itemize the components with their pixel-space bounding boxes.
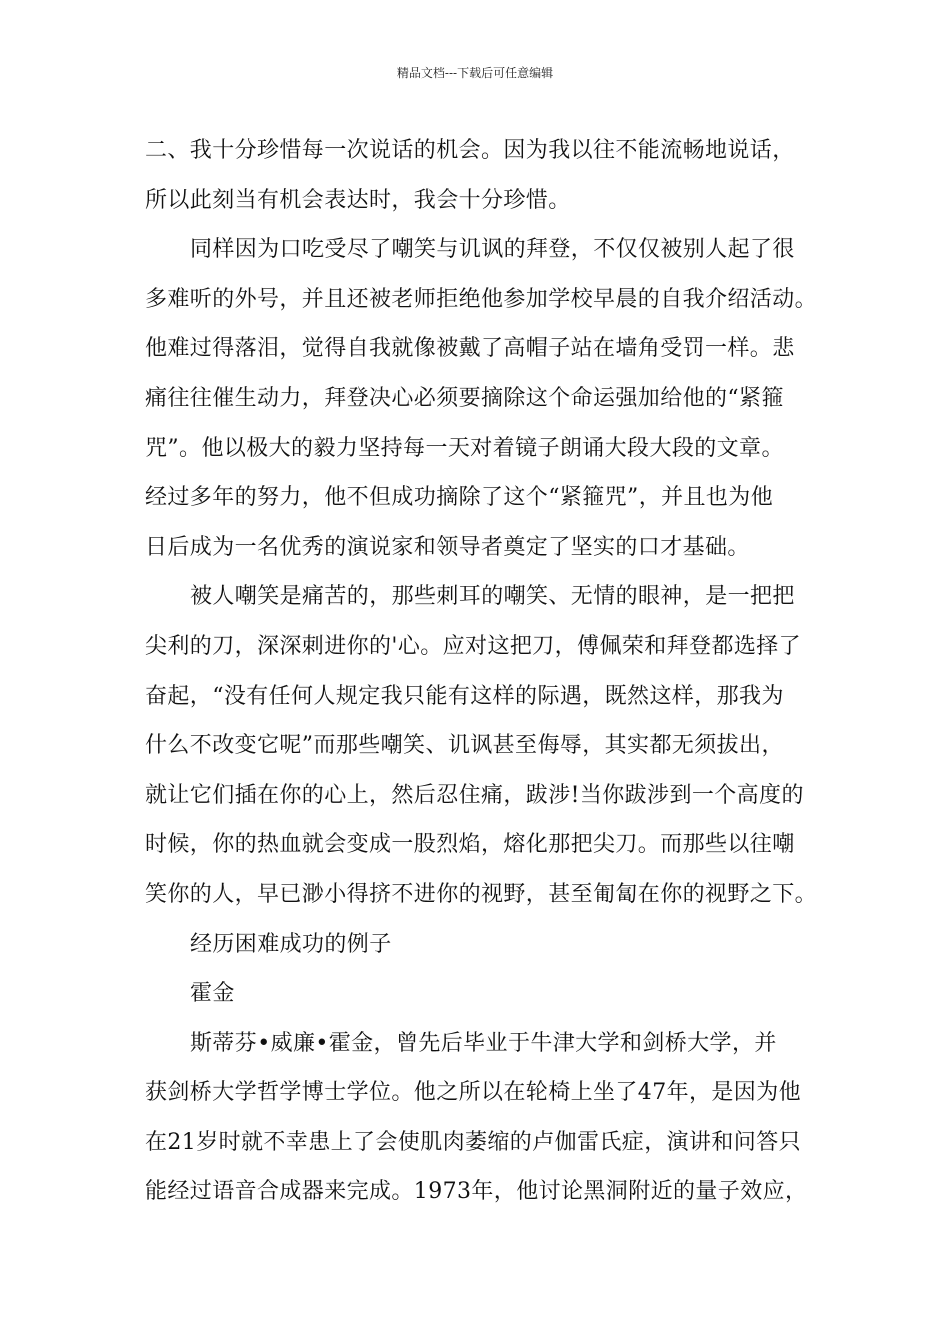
text-line: 尖利的刀，深深刺进你的'心。应对这把刀，傅佩荣和拜登都选择了 bbox=[145, 633, 802, 659]
text-line: 被人嘲笑是痛苦的，那些刺耳的嘲笑、无情的眼神，是一把把 bbox=[190, 584, 795, 610]
text-line: 经历困难成功的例子 bbox=[190, 931, 392, 957]
text-line: 奋起，“没有任何人规定我只能有这样的际遇，既然这样，那我为 bbox=[145, 683, 784, 709]
text-line: 时候，你的热血就会变成一股烈焰，熔化那把尖刀。而那些以往嘲 bbox=[145, 832, 795, 858]
text-line: 笑你的人，早已渺小得挤不进你的视野，甚至匍匐在你的视野之下。 bbox=[145, 881, 818, 907]
text-line: 同样因为口吃受尽了嘲笑与讥讽的拜登，不仅仅被别人起了很 bbox=[190, 237, 795, 263]
text-line: 斯蒂芬•威廉•霍金，曾先后毕业于牛津大学和剑桥大学，并 bbox=[190, 1030, 777, 1056]
text-line: 所以此刻当有机会表达时，我会十分珍惜。 bbox=[145, 187, 571, 213]
text-line: 经过多年的努力，他不但成功摘除了这个“紧箍咒”，并且也为他 bbox=[145, 485, 774, 511]
text-line: 痛往往催生动力，拜登决心必须要摘除这个命运强加给他的“紧箍 bbox=[145, 385, 784, 411]
text-line: 日后成为一名优秀的演说家和领导者奠定了坚实的口才基础。 bbox=[145, 534, 750, 560]
text-line: 他难过得落泪，觉得自我就像被戴了高帽子站在墙角受罚一样。悲 bbox=[145, 336, 795, 362]
text-line: 获剑桥大学哲学博士学位。他之所以在轮椅上坐了47年，是因为他 bbox=[145, 1080, 801, 1106]
text-line: 二、我十分珍惜每一次说话的机会。因为我以往不能流畅地说话， bbox=[145, 138, 795, 163]
text-line: 能经过语音合成器来完成。1973年，他讨论黑洞附近的量子效应， bbox=[145, 1179, 808, 1205]
document-body bbox=[145, 126, 817, 1217]
text-line: 霍金 bbox=[190, 981, 235, 1007]
page-header: 精品文档---下载后可任意编辑 bbox=[396, 66, 554, 80]
text-line: 在21岁时就不幸患上了会使肌肉萎缩的卢伽雷氏症，演讲和问答只 bbox=[145, 1129, 801, 1155]
text-line: 什么不改变它呢”而那些嘲笑、讥讽甚至侮辱，其实都无须拔出， bbox=[145, 733, 784, 759]
text-line: 就让它们插在你的心上，然后忍住痛，跋涉!当你跋涉到一个高度的 bbox=[145, 782, 804, 808]
text-line: 咒”。他以极大的毅力坚持每一天对着镜子朗诵大段大段的文章。 bbox=[145, 435, 784, 461]
text-line: 多难听的外号，并且还被老师拒绝他参加学校早晨的自我介绍活动。 bbox=[145, 286, 818, 312]
